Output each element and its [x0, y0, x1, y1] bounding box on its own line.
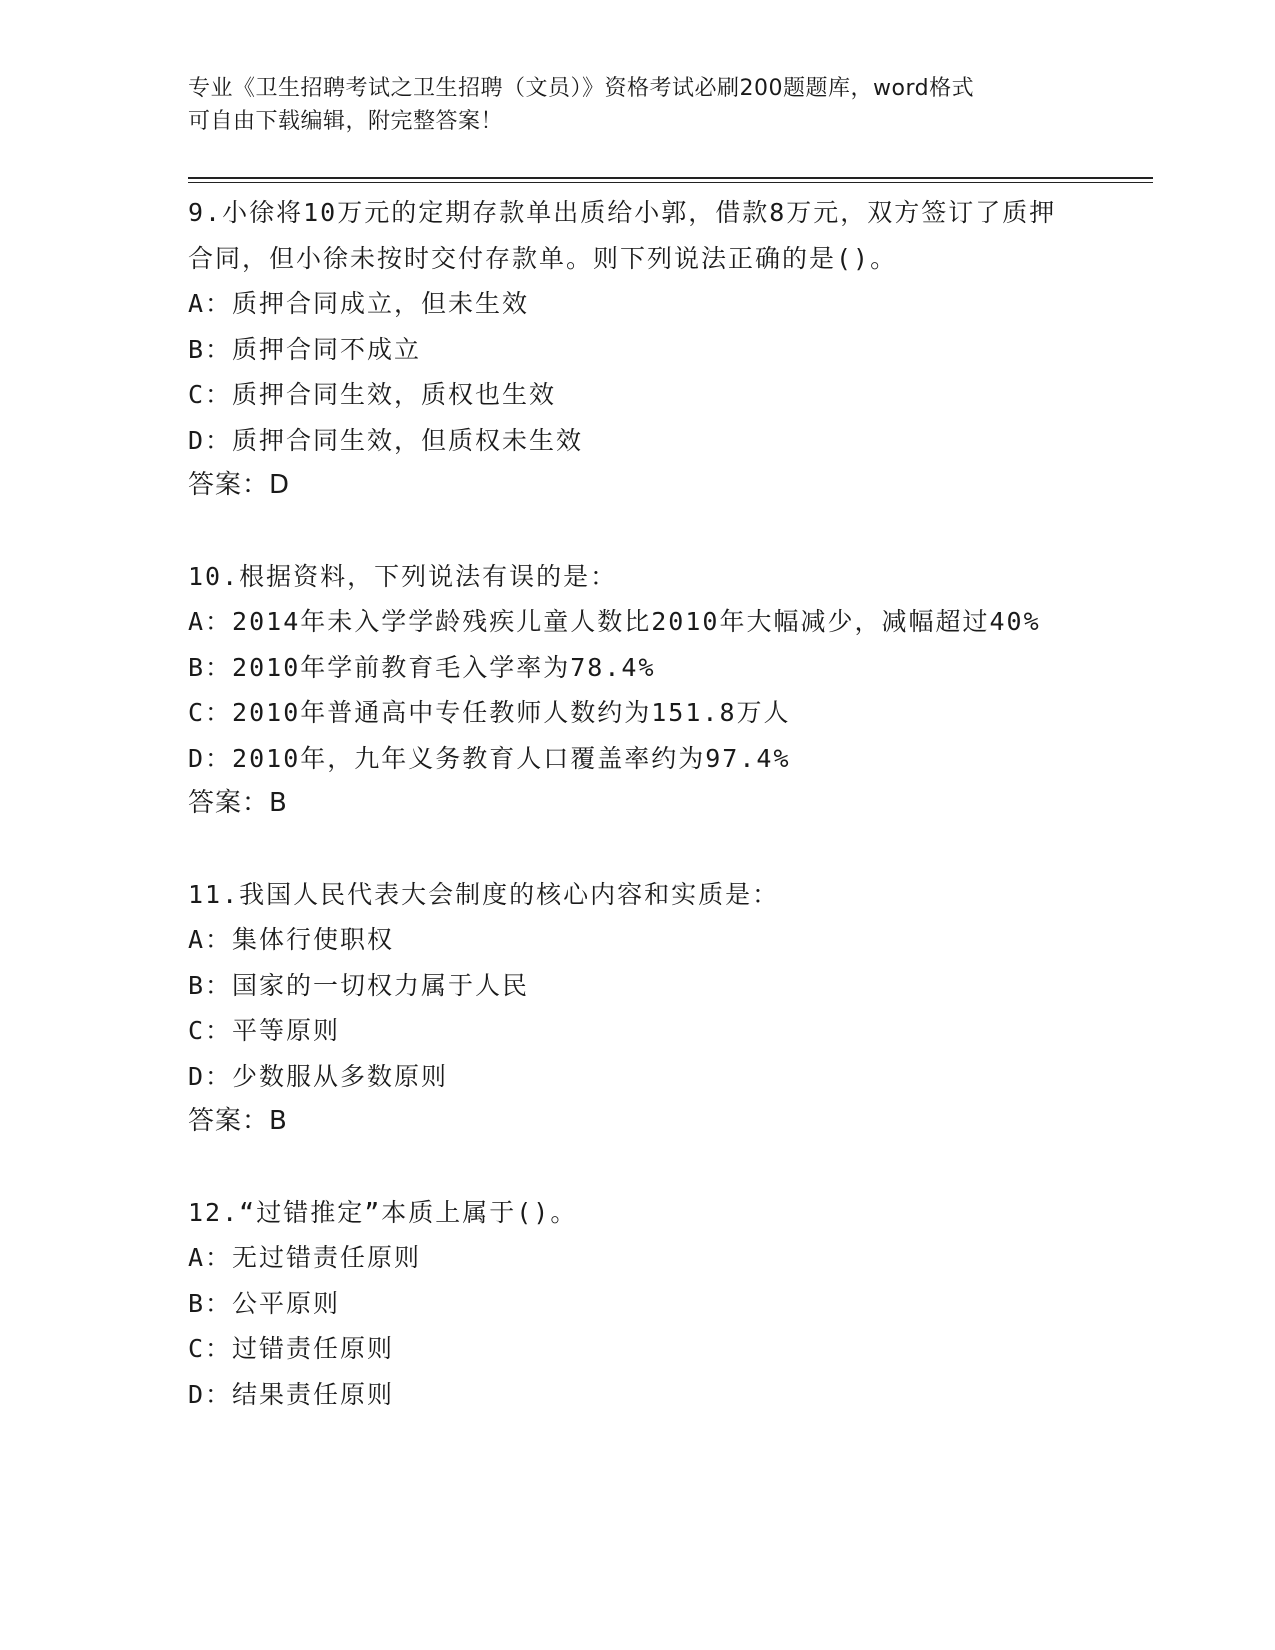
- document-header: [188, 72, 1088, 138]
- header-line-2: 可自由下载编辑，附完整答案！: [188, 109, 504, 134]
- option-a: A：2014年未入学学龄残疾儿童人数比2010年大幅减少，减幅超过40%: [188, 607, 1041, 636]
- question-stem: 12.“过错推定”本质上属于()。: [188, 1197, 578, 1227]
- option-d: D：质押合同生效，但质权未生效: [188, 425, 584, 455]
- option-c: C：2010年普通高中专任教师人数约为151.8万人: [188, 698, 791, 727]
- question-stem: 11.我国人民代表大会制度的核心内容和实质是：: [188, 879, 780, 909]
- option-a: A：集体行使职权: [188, 925, 395, 954]
- question-11: [188, 872, 1088, 1145]
- option-d: D：2010年，九年义务教育人口覆盖率约为97.4%: [188, 743, 791, 773]
- option-a: A：无过错责任原则: [188, 1243, 422, 1272]
- question-stem: 10.根据资料，下列说法有误的是：: [188, 561, 618, 591]
- option-d: D：结果责任原则: [188, 1379, 395, 1409]
- header-divider: [188, 177, 1153, 183]
- answer-line: 答案：B: [188, 1106, 288, 1136]
- option-c: C：过错责任原则: [188, 1334, 395, 1363]
- option-b: B：国家的一切权力属于人民: [188, 970, 530, 1000]
- option-b: B：公平原则: [188, 1288, 341, 1318]
- option-a: A：质押合同成立，但未生效: [188, 289, 530, 318]
- question-list: [188, 190, 1088, 1462]
- question-12: [188, 1190, 1088, 1418]
- option-b: B：质押合同不成立: [188, 334, 422, 364]
- answer-line: 答案：B: [188, 788, 288, 818]
- header-line-1: 专业《卫生招聘考试之卫生招聘（文员）》资格考试必刷200题题库，word格式: [188, 76, 975, 101]
- option-c: C：质押合同生效，质权也生效: [188, 380, 557, 409]
- question-10: [188, 554, 1088, 827]
- answer-line: 答案：D: [188, 470, 291, 500]
- question-stem: 9.小徐将10万元的定期存款单出质给小郭，借款8万元，双方签订了质押合同，但小徐未按时交付存款单。则下列说法正确的是()。: [188, 198, 1057, 273]
- option-c: C：平等原则: [188, 1016, 341, 1045]
- option-b: B：2010年学前教育毛入学率为78.4%: [188, 652, 656, 682]
- question-9: [188, 190, 1088, 509]
- option-d: D：少数服从多数原则: [188, 1061, 449, 1091]
